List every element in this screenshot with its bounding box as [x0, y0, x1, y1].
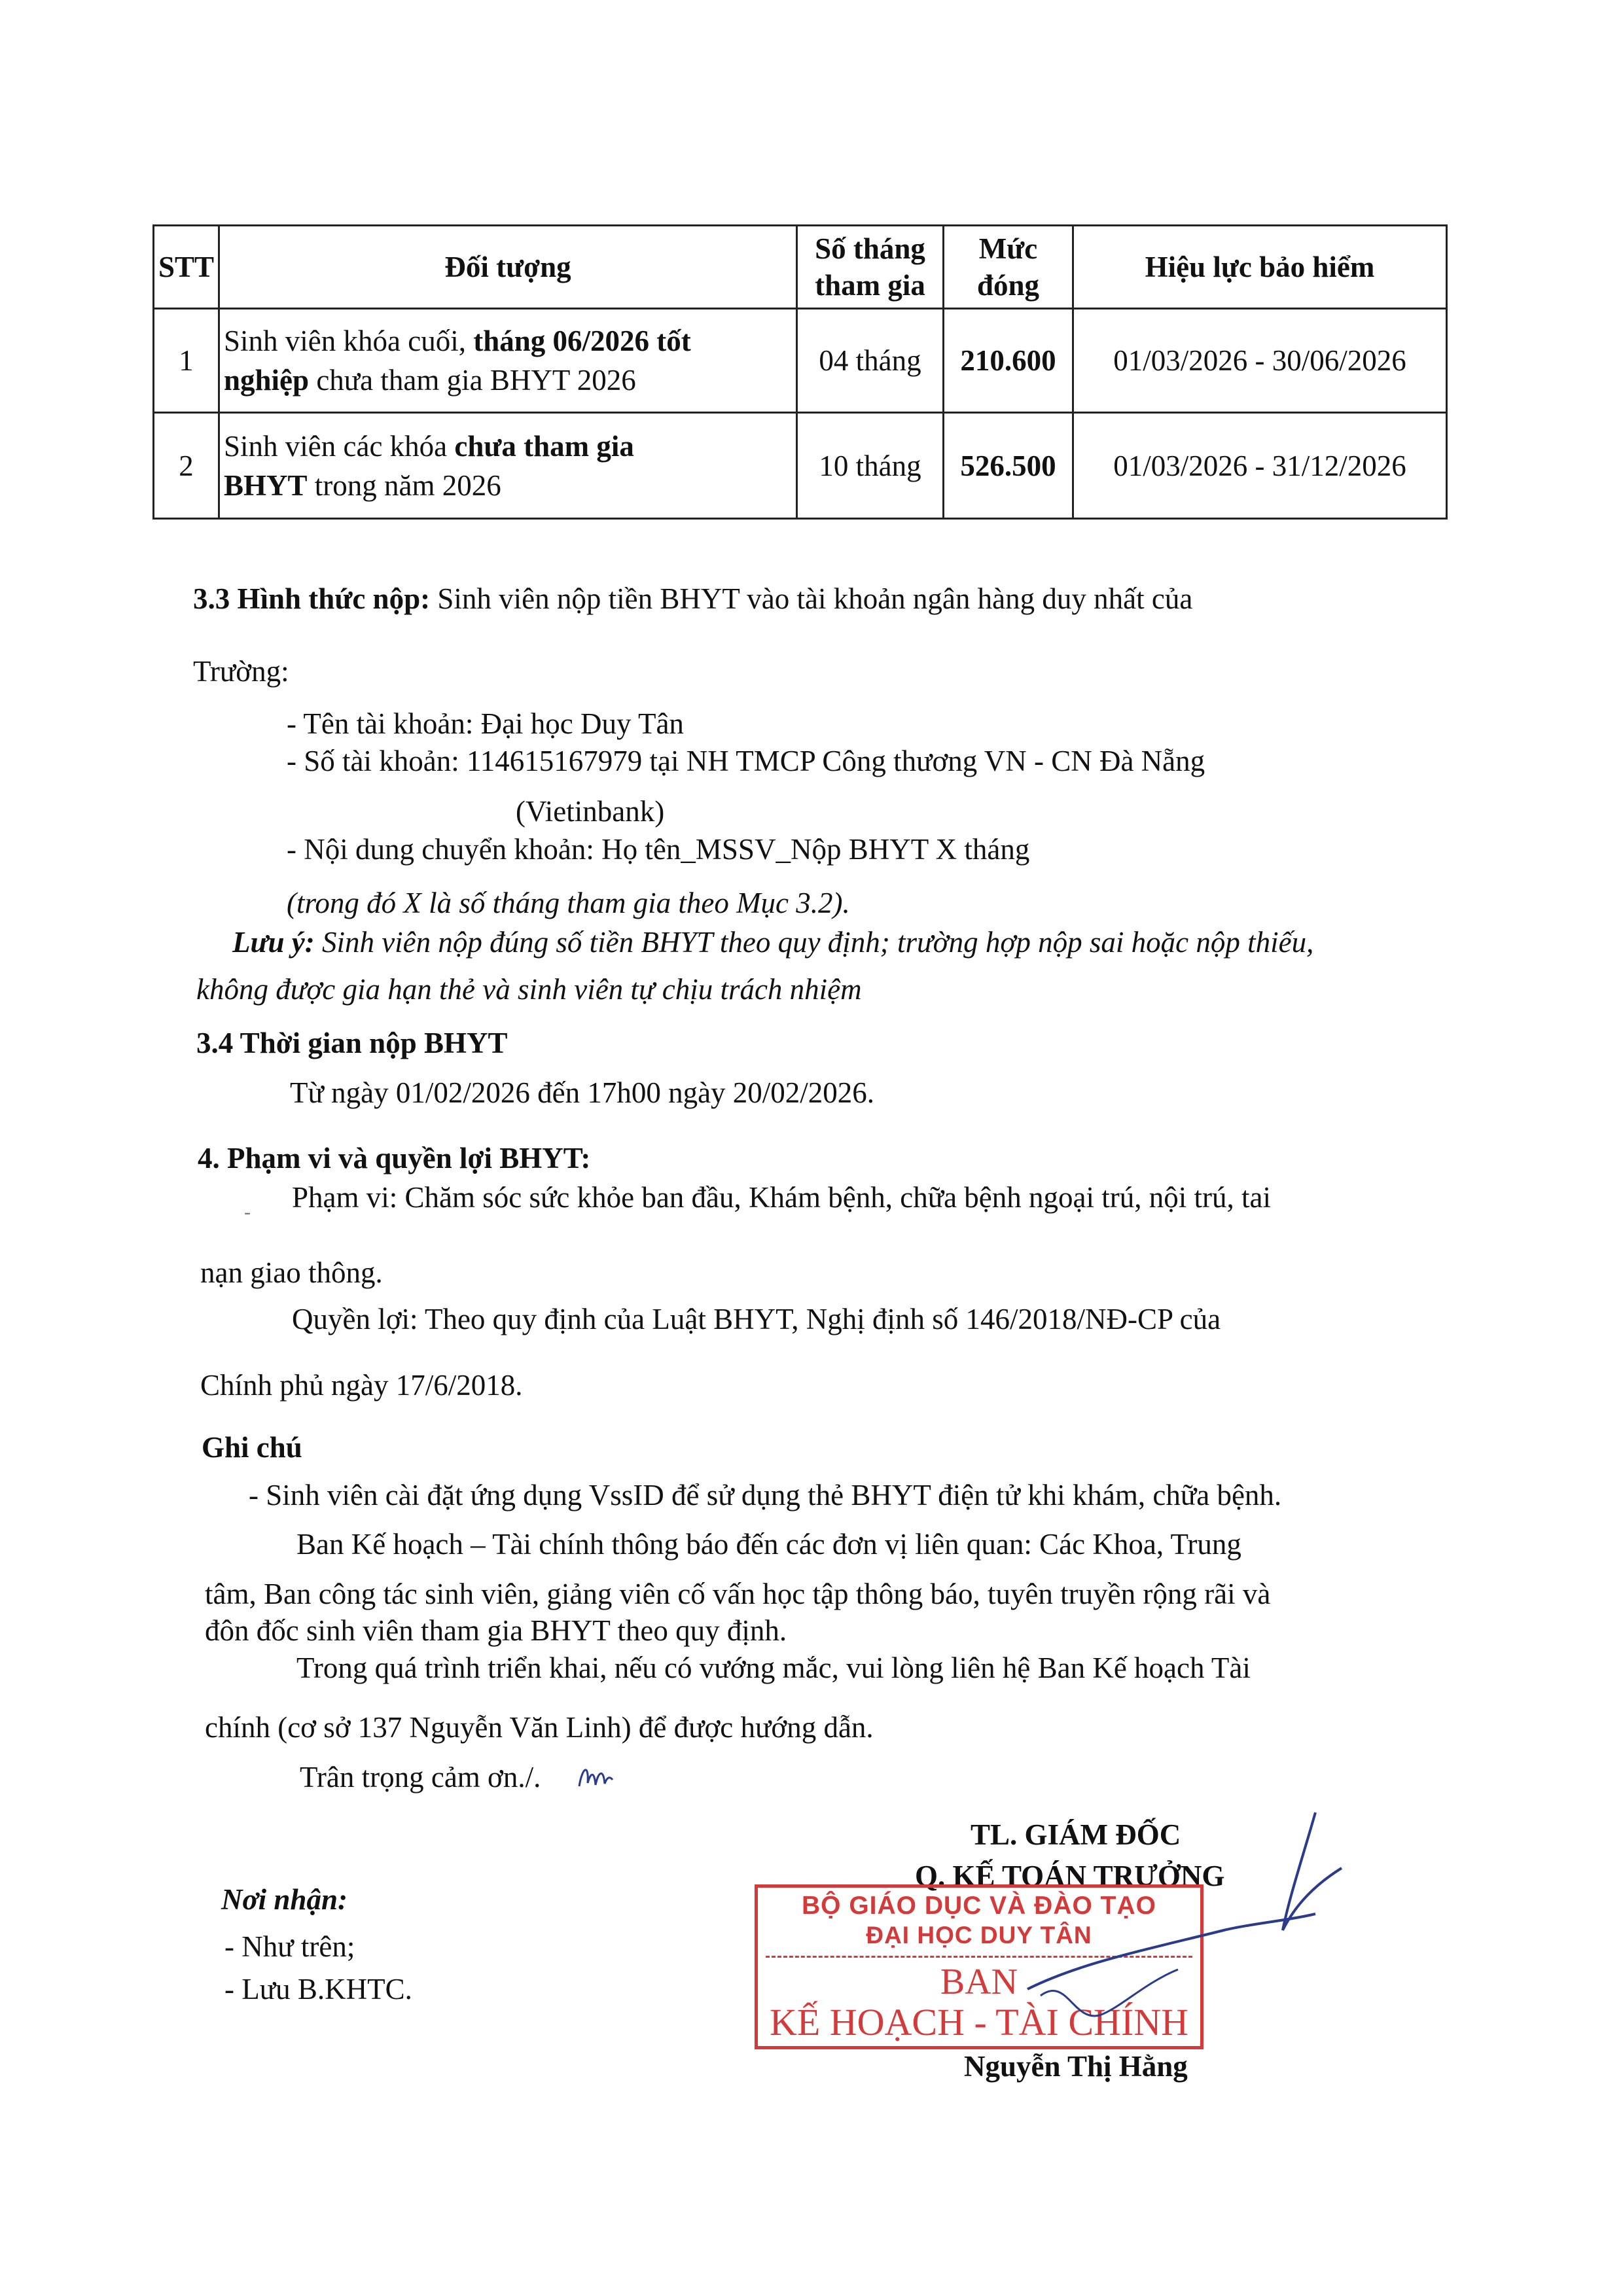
bhyt-fee-table	[152, 224, 1448, 520]
header-hieu-luc: Hiệu lực bảo hiểm	[1073, 226, 1447, 309]
row1-doi-tuong-2b: chưa tham gia BHYT 2026	[309, 364, 636, 397]
section-4-heading: 4. Phạm vi và quyền lợi BHYT:	[198, 1142, 591, 1174]
row1-doi-tuong-2a: nghiệp	[224, 364, 310, 397]
row2-muc-dong: 526.500	[944, 413, 1073, 519]
row2-doi-tuong-2b: trong năm 2026	[307, 468, 501, 502]
ghi-chu-p1-line3: đôn đốc sinh viên tham gia BHYT theo quy định.	[205, 1614, 787, 1647]
row1-muc-dong: 210.600	[944, 309, 1073, 413]
section-3-3-line1	[193, 579, 1423, 618]
ghi-chu-p2-line1: Trong quá trình triển khai, nếu có vướng mắc, vui lòng liên hệ Ban Kế hoạch Tài	[296, 1651, 1251, 1684]
table-row	[154, 413, 1447, 519]
bank-short-name: (Vietinbank)	[516, 795, 665, 828]
closing-line: Trân trọng cảm ơn./.	[300, 1761, 541, 1793]
stamp-line4: KẾ HOẠCH - TÀI CHÍNH	[769, 2001, 1189, 2043]
ghi-chu-p1-line2: tâm, Ban công tác sinh viên, giảng viên cố vấn học tập thông báo, tuyên truyền rộng rãi và	[205, 1578, 1271, 1610]
handwritten-signature-icon	[949, 1799, 1407, 2074]
row2-doi-tuong-1a: Sinh viên các khóa	[224, 429, 455, 463]
luu-y-line2: không được gia hạn thẻ và sinh viên tự chịu trách nhiệm	[196, 973, 862, 1006]
section-3-3-text1: Sinh viên nộp tiền BHYT vào tài khoản ngân hàng duy nhất của	[430, 582, 1193, 615]
ghi-chu-heading: Ghi chú	[202, 1431, 302, 1464]
quyen-loi-line1: Quyền lợi: Theo quy định của Luật BHYT, Nghị định số 146/2018/NĐ-CP của	[292, 1303, 1221, 1335]
row2-doi-tuong-1b: chưa tham gia	[454, 429, 634, 463]
row2-hieu-luc: 01/03/2026 - 31/12/2026	[1073, 413, 1447, 519]
luu-y-line1	[232, 923, 1313, 962]
row1-stt: 1	[154, 309, 219, 413]
header-so-thang-line1: Số tháng	[815, 232, 925, 265]
header-so-thang-line2: tham gia	[815, 269, 925, 302]
bullet-mark: -	[244, 1201, 251, 1223]
transfer-content: - Nội dung chuyển khoản: Họ tên_MSSV_Nộp BHYT X tháng	[287, 833, 1030, 866]
row1-doi-tuong-1a: Sinh viên khóa cuối,	[224, 325, 474, 357]
row1-doi-tuong	[219, 309, 797, 413]
header-doi-tuong: Đối tượng	[219, 226, 797, 309]
signature-title1: TL. GIÁM ĐỐC	[971, 1818, 1181, 1851]
pham-vi-line2: nạn giao thông.	[200, 1256, 383, 1289]
ghi-chu-p2-line2: chính (cơ sở 137 Nguyễn Văn Linh) để được hướng dẫn.	[205, 1711, 874, 1744]
initials-scribble-icon	[576, 1760, 615, 1793]
header-muc-dong	[944, 226, 1073, 309]
account-name: - Tên tài khoản: Đại học Duy Tân	[287, 707, 684, 740]
noi-nhan-item2: - Lưu B.KHTC.	[224, 1973, 412, 2005]
table-row	[154, 309, 1447, 413]
section-3-4-text: Từ ngày 01/02/2026 đến 17h00 ngày 20/02/2026.	[290, 1076, 875, 1109]
row2-so-thang: 10 tháng	[797, 413, 944, 519]
header-muc-dong-line2: đóng	[976, 269, 1040, 302]
section-3-4-heading: 3.4 Thời gian nộp BHYT	[196, 1027, 508, 1059]
row2-doi-tuong	[219, 413, 797, 519]
stamp-line1: BỘ GIÁO DỤC VÀ ĐÀO TẠO	[801, 1892, 1156, 1920]
section-3-3-heading: 3.3 Hình thức nộp:	[193, 582, 431, 615]
header-so-thang	[797, 226, 944, 309]
row2-doi-tuong-2a: BHYT	[224, 468, 308, 502]
row1-so-thang: 04 tháng	[797, 309, 944, 413]
row1-doi-tuong-1b: tháng 06/2026 tốt	[473, 325, 691, 357]
header-stt: STT	[154, 226, 219, 309]
section-3-3-text2: Trường:	[193, 655, 289, 688]
stamp-line2: ĐẠI HỌC DUY TÂN	[866, 1922, 1092, 1949]
signer-name: Nguyễn Thị Hằng	[964, 2050, 1188, 2083]
row2-stt: 2	[154, 413, 219, 519]
luu-y-text1: Sinh viên nộp đúng số tiền BHYT theo quy định; trường hợp nộp sai hoặc nộp thiếu,	[314, 926, 1314, 959]
stamp-line3: BAN	[940, 1962, 1018, 2002]
noi-nhan-item1: - Như trên;	[224, 1930, 355, 1963]
luu-y-label: Lưu ý:	[232, 926, 315, 959]
signature-title2: Q. KẾ TOÁN TRƯỞNG	[915, 1860, 1225, 1892]
account-number: - Số tài khoản: 114615167979 tại NH TMCP Công thương VN - CN Đà Nẵng	[287, 745, 1205, 777]
quyen-loi-line2: Chính phủ ngày 17/6/2018.	[200, 1369, 523, 1402]
row1-hieu-luc: 01/03/2026 - 30/06/2026	[1073, 309, 1447, 413]
header-muc-dong-line1: Mức	[978, 232, 1038, 265]
ghi-chu-item1: - Sinh viên cài đặt ứng dụng VssID để sử dụng thẻ BHYT điện tử khi khám, chữa bệnh.	[249, 1479, 1282, 1511]
ghi-chu-p1-line1: Ban Kế hoạch – Tài chính thông báo đến các đơn vị liên quan: Các Khoa, Trung	[296, 1528, 1241, 1561]
table-header-row	[154, 226, 1447, 309]
transfer-note: (trong đó X là số tháng tham gia theo Mục 3.2).	[287, 887, 850, 919]
noi-nhan-heading: Nơi nhận:	[221, 1883, 348, 1916]
pham-vi-line1: Phạm vi: Chăm sóc sức khỏe ban đầu, Khám bệnh, chữa bệnh ngoại trú, nội trú, tai	[292, 1181, 1271, 1214]
